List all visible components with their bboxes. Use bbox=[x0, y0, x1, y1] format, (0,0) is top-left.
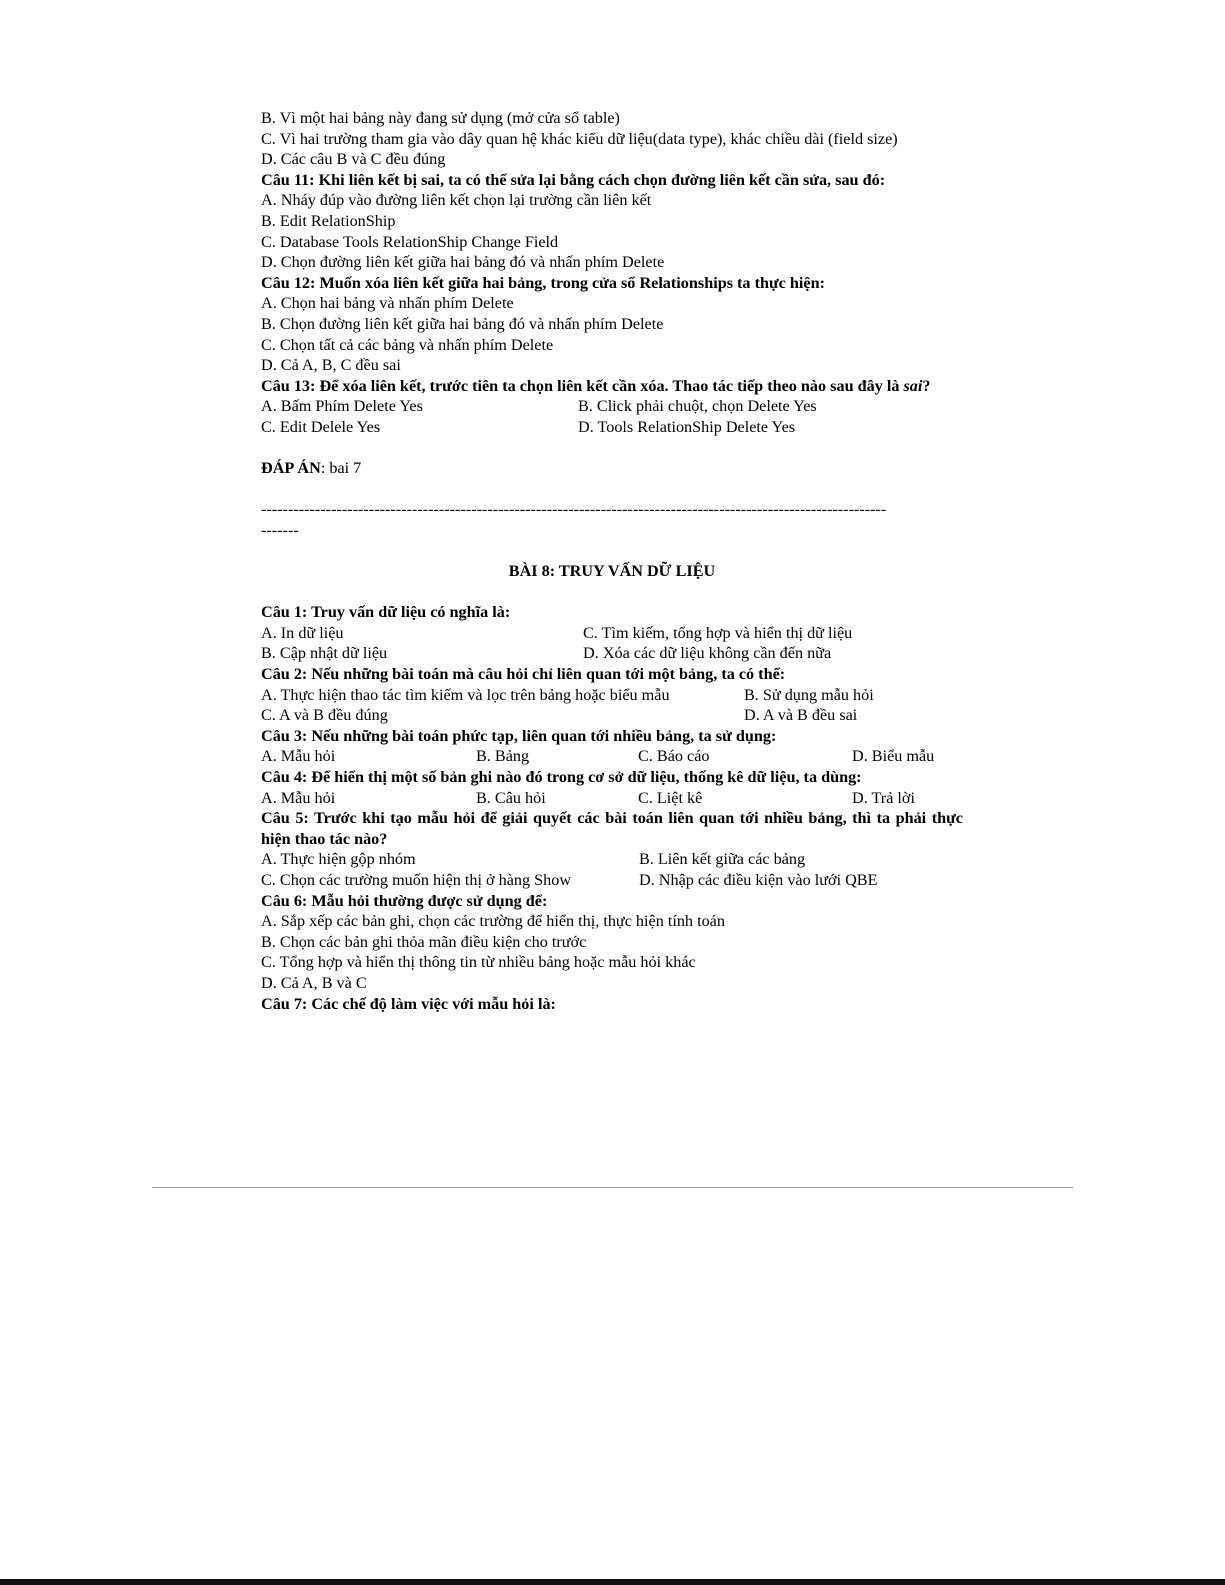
option-b: B. Liên kết giữa các bảng bbox=[639, 850, 806, 869]
option-line: A. Chọn hai bảng và nhấn phím Delete bbox=[261, 294, 514, 313]
bottom-bar bbox=[0, 1579, 1225, 1585]
option-c: C. Chọn các trường muốn hiện thị ở hàng Show bbox=[261, 870, 572, 889]
answer-text: : bai 7 bbox=[320, 459, 362, 478]
option-row bbox=[261, 417, 963, 438]
option-d: D. Trả lời bbox=[852, 788, 915, 807]
question-4: Câu 4: Để hiển thị một số bản ghi nào đó trong cơ sở dữ liệu, thống kê dữ liệu, ta dùng: bbox=[261, 768, 862, 786]
option-row bbox=[261, 788, 963, 809]
option-line: A. Nháy đúp vào đường liên kết chọn lại trường cần liên kết bbox=[261, 191, 652, 210]
option-d: D. Xóa các dữ liệu không cần đến nữa bbox=[583, 644, 832, 663]
question-13-italic: sai bbox=[903, 376, 923, 395]
answer-line bbox=[261, 458, 963, 479]
option-c: C. Báo cáo bbox=[638, 747, 710, 766]
option-line: C. Chọn tất cả các bảng và nhấn phím Delete bbox=[261, 335, 554, 354]
option-b: B. Câu hỏi bbox=[476, 788, 546, 807]
option-row bbox=[261, 643, 963, 664]
option-c: C. Liệt kê bbox=[638, 788, 703, 807]
separator-dashes-tail: ------- bbox=[261, 520, 299, 539]
option-line: C. Vì hai trường tham gia vào dây quan hệ khác kiểu dữ liệu(data type), khác chiều dài (field size) bbox=[261, 129, 898, 148]
option-b: B. Bảng bbox=[476, 747, 530, 766]
option-b: B. Sử dụng mẫu hỏi bbox=[744, 685, 874, 704]
option-line: B. Edit RelationShip bbox=[261, 211, 396, 230]
option-b: B. Click phải chuột, chọn Delete Yes bbox=[578, 397, 817, 416]
question-12: Câu 12: Muốn xóa liên kết giữa hai bảng, trong cửa sổ Relationships ta thực hiện: bbox=[261, 273, 825, 292]
option-line: A. Sắp xếp các bản ghi, chọn các trường để hiển thị, thực hiện tính toán bbox=[261, 912, 725, 931]
option-c: C. Edit Delele Yes bbox=[261, 417, 381, 436]
question-7: Câu 7: Các chế độ làm việc với mẫu hỏi là: bbox=[261, 994, 556, 1013]
option-row bbox=[261, 870, 963, 891]
option-d: D. Nhập các điều kiện vào lưới QBE bbox=[639, 870, 878, 889]
question-6: Câu 6: Mẫu hỏi thường được sử dụng để: bbox=[261, 891, 548, 910]
question-13-end: ? bbox=[922, 376, 931, 395]
option-b: B. Cập nhật dữ liệu bbox=[261, 644, 388, 663]
question-13 bbox=[261, 376, 963, 397]
section-title: BÀI 8: TRUY VẤN DỮ LIỆU bbox=[508, 562, 716, 581]
option-a: A. In dữ liệu bbox=[261, 623, 344, 642]
option-line: B. Vì một hai bảng này đang sử dụng (mở cửa sổ table) bbox=[261, 109, 620, 127]
document-page bbox=[261, 108, 963, 1014]
option-line: D. Chọn đường liên kết giữa hai bảng đó và nhấn phím Delete bbox=[261, 253, 665, 272]
option-row bbox=[261, 746, 963, 767]
option-a: A. Mẫu hỏi bbox=[261, 788, 336, 807]
answer-label: ĐÁP ÁN bbox=[261, 459, 321, 478]
option-line: D. Cả A, B và C bbox=[261, 973, 367, 992]
option-row bbox=[261, 396, 963, 417]
question-3: Câu 3: Nếu những bài toán phức tạp, liên quan tới nhiều bảng, ta sử dụng: bbox=[261, 726, 777, 745]
separator-dashes: -------------------------------------------------------------------------------------------------------------------- bbox=[261, 500, 887, 519]
option-d: D. Tools RelationShip Delete Yes bbox=[578, 417, 796, 436]
question-2: Câu 2: Nếu những bài toán mà câu hỏi chỉ liên quan tới một bảng, ta có thể: bbox=[261, 665, 786, 684]
question-13-text: Câu 13: Để xóa liên kết, trước tiên ta chọn liên kết cần xóa. Thao tác tiếp theo nào sau đây là bbox=[261, 376, 904, 395]
option-c: C. Tìm kiếm, tổng hợp và hiển thị dữ liệu bbox=[583, 623, 853, 642]
option-line: B. Chọn đường liên kết giữa hai bảng đó và nhấn phím Delete bbox=[261, 314, 664, 333]
page-divider bbox=[152, 1187, 1073, 1188]
option-row bbox=[261, 705, 963, 726]
option-a: A. Thực hiện gộp nhóm bbox=[261, 850, 416, 869]
question-1: Câu 1: Truy vấn dữ liệu có nghĩa là: bbox=[261, 603, 511, 622]
option-a: A. Bấm Phím Delete Yes bbox=[261, 397, 423, 416]
option-line: D. Các câu B và C đều đúng bbox=[261, 150, 446, 169]
option-row bbox=[261, 623, 963, 644]
option-d: D. A và B đều sai bbox=[744, 706, 858, 725]
option-a: A. Mẫu hỏi bbox=[261, 747, 336, 766]
option-line: C. Tổng hợp và hiển thị thông tin từ nhiều bảng hoặc mẫu hỏi khác bbox=[261, 953, 696, 972]
option-row bbox=[261, 685, 963, 706]
option-a: A. Thực hiện thao tác tìm kiếm và lọc trên bảng hoặc biểu mẫu bbox=[261, 685, 670, 704]
option-line: B. Chọn các bản ghi thỏa mãn điều kiện cho trước bbox=[261, 932, 587, 951]
question-11: Câu 11: Khi liên kết bị sai, ta có thể sửa lại bằng cách chọn đường liên kết cần sửa, sau đó: bbox=[261, 170, 886, 189]
option-c: C. A và B đều đúng bbox=[261, 706, 388, 725]
question-5: Câu 5: Trước khi tạo mẫu hỏi để giải quyết các bài toán liên quan tới nhiều bảng, thì ta phải thực hiện thao tác nào? bbox=[261, 809, 963, 848]
option-line: D. Cả A, B, C đều sai bbox=[261, 356, 401, 375]
option-row bbox=[261, 849, 963, 870]
option-d: D. Biểu mẫu bbox=[852, 747, 935, 766]
option-line: C. Database Tools RelationShip Change Field bbox=[261, 232, 559, 251]
